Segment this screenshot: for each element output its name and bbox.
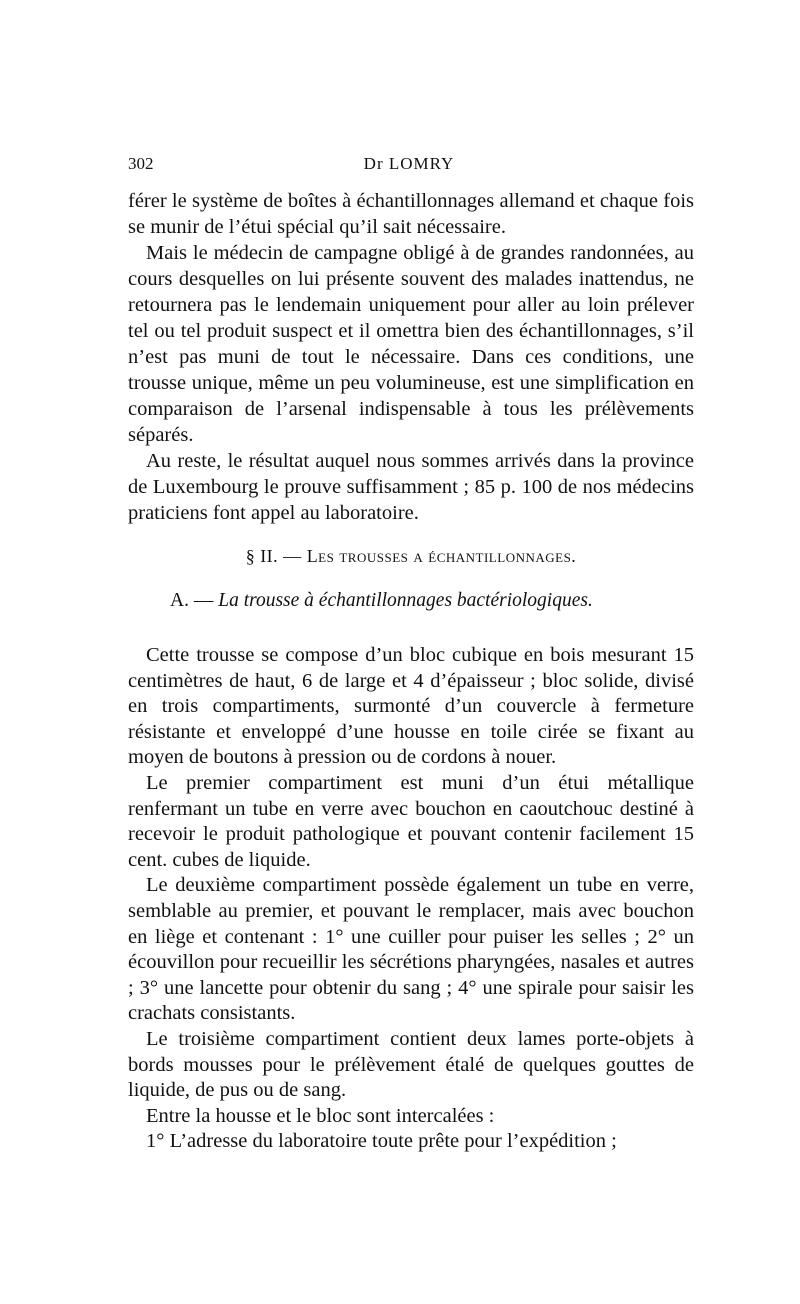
page-number: 302 <box>128 154 154 173</box>
paragraph: Cette trousse se compose d’un bloc cubique en bois mesurant 15 centimètres de haut, 6 de large et 4 d’épaisseur ; bloc solide, divisé en trois compartiments, surmonté d’un couvercle à fermeture résistante et enveloppé d’une housse en toile cirée se fixant au moyen de boutons à pression ou de cordons à nouer. <box>128 644 694 769</box>
paragraph: Entre la housse et le bloc sont intercalées : <box>146 1104 495 1127</box>
section-heading <box>128 546 694 567</box>
section-two-text <box>128 643 694 1155</box>
sub-heading-label: A. — <box>170 590 214 611</box>
paragraph: Le premier compartiment est muni d’un étui métallique renfermant un tube en verre avec bouchon en caoutchouc destiné à recevoir le produit pathologique et pouvant contenir facilement 15 cent. cubes de liquide. <box>128 771 694 871</box>
paragraph: 1° L’adresse du laboratoire toute prête pour l’expédition ; <box>146 1130 617 1153</box>
paragraph: Au reste, le résultat auquel nous sommes arrivés dans la province de Luxembourg le prouve suffisamment ; 85 p. 100 de nos médecins praticiens font appel au laboratoire. <box>128 450 694 524</box>
section-number: § II. — <box>245 546 302 566</box>
paragraph: férer le système de boîtes à échantillonnages allemand et chaque fois se munir de l’étui spécial qu’il sait nécessaire. <box>128 190 694 238</box>
paragraph: Le deuxième compartiment possède également un tube en verre, semblable au premier, et pouvant le remplacer, mais avec bouchon en liège et contenant : 1° une cuiller pour puiser les selles ; 2° un écouvillon pour recueillir les sécrétions pharyngées, nasales et autres ; 3° une lancette pour obtenir du sang ; 4° une spirale pour saisir les crachats consistants. <box>128 874 694 1025</box>
running-head-author: Dr LOMRY <box>363 154 455 173</box>
running-head <box>128 154 690 180</box>
section-one-text <box>128 188 694 526</box>
sub-heading <box>170 590 690 612</box>
sub-heading-title: La trousse à échantillonnages bactériologiques. <box>218 590 593 611</box>
paragraph: Le troisième compartiment contient deux lames porte-objets à bords mousses pour le prélèvement étalé de quelques gouttes de liquide, de pus ou de sang. <box>128 1027 694 1102</box>
section-title: Les trousses a échantillonnages. <box>306 546 577 566</box>
paragraph: Mais le médecin de campagne obligé à de grandes randonnées, au cours desquelles on lui présente souvent des malades inattendus, ne retournera pas le lendemain uniquement pour aller au loin prélever tel ou tel produit suspect et il omettra bien des échantillonnages, s’il n’est pas muni de tout le nécessaire. Dans ces conditions, une trousse unique, même un peu volumineuse, est une simplification en comparaison de l’arsenal indispensable à tous les prélèvements séparés. <box>128 242 694 446</box>
